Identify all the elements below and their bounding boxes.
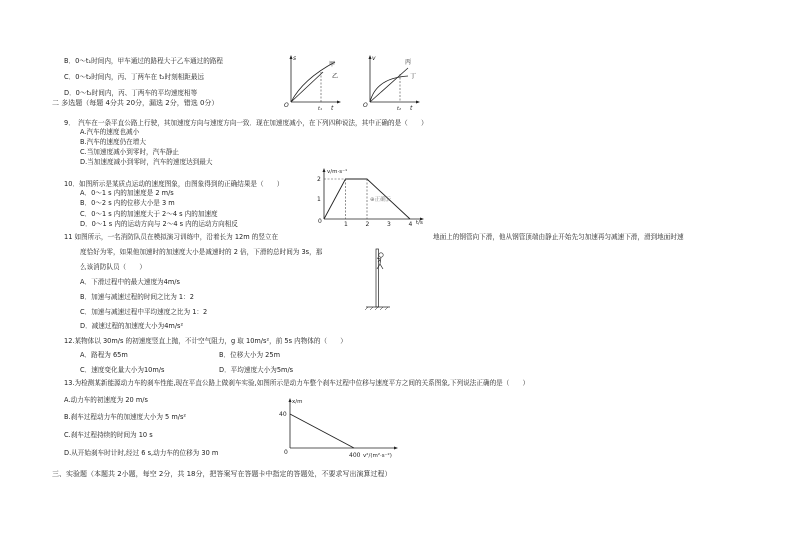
q10-xtick-label: 1 xyxy=(344,221,348,228)
q11-stem-part2: 度恰好为零，如果他加速时的加速度大小是减速时的 2 倍，下滑的总时间为 3s，那 xyxy=(80,248,323,256)
curve-ding xyxy=(370,76,408,102)
q11-stem-part1: 11 如图所示，一名消防队员在模拟演习训练中，沿着长为 12m 的竖立在 xyxy=(64,233,279,241)
q11-stem-part1b: 地面上的钢管向下滑，他从钢管顶端由静止开始先匀加速再匀减速下滑，滑到地面时速 xyxy=(433,233,684,241)
q10-stem: 10．如图所示是某质点运动的速度图象，由图象得到的正确结果是（ ） xyxy=(64,180,284,188)
curve-bing-label: 丙 xyxy=(405,59,412,66)
curve-yi-label: 乙 xyxy=(332,73,339,80)
q9-option-a: A.汽车的速度也减小 xyxy=(80,128,140,136)
q13-line xyxy=(290,414,354,448)
q12-option-d: D．平均速度大小为5m/s xyxy=(219,366,294,374)
q13-displacement-chart xyxy=(276,396,426,462)
option-d-text: D．0～t₂时间内，丙、丁两车的平均速度相等 xyxy=(64,89,198,97)
q11-option-a: A．下滑过程中的最大速度为4m/s xyxy=(80,278,180,286)
q9-option-b: B.汽车的速度仍在增大 xyxy=(80,138,146,146)
q13-option-b: B.刹车过程动力车的加速度大小为 5 m/s² xyxy=(64,413,187,421)
q10-ytick-label: 2 xyxy=(317,176,321,183)
q10-xtick-label: 2 xyxy=(365,221,370,228)
q13-xlabel: v²/(m²·s⁻²) xyxy=(363,453,392,459)
q10-ylabel: v/m·s⁻¹ xyxy=(327,169,348,175)
q12-option-c: C．速度变化量大小为10m/s xyxy=(80,366,165,374)
q9-option-d: D.当加速度减小到零时，汽车的速度达到最大 xyxy=(80,158,213,166)
curve-bing xyxy=(370,68,408,102)
q10-option-d: D．0～1 s 内的运动方向与 2～4 s 内的运动方向相反 xyxy=(80,220,238,228)
q10-origin: 0 xyxy=(318,218,322,225)
t2-label: t₂ xyxy=(397,106,401,112)
q10-option-a: A．0～1 s 内的加速度是 2 m/s xyxy=(80,189,174,197)
q10-xlabel: t/s xyxy=(416,220,423,226)
section-3-header: 三、实验题（本题共 2小题，每空 2分，共 18分，把答案写在答题卡中指定的答题处，不要求写出演算过程） xyxy=(52,470,392,478)
q10-xtick-label: 3 xyxy=(387,221,391,228)
s-axis-label: s xyxy=(293,55,297,62)
origin-label: O xyxy=(363,102,368,109)
option-c-text: C．0～t₂时间内，丙、丁两车在 t₂时刻相距最远 xyxy=(64,73,205,81)
curve-jia-label: 甲 xyxy=(329,61,336,68)
origin-label: O xyxy=(284,102,289,109)
t1-label: t₁ xyxy=(318,106,322,112)
q11-option-b: B．加速与减速过程的时间之比为 1：2 xyxy=(80,293,194,301)
q13-option-c: C.刹车过程持续的时间为 10 s xyxy=(64,431,153,439)
q10-option-b: B．0～2 s 内的位移大小是 3 m xyxy=(80,199,175,207)
q13-ylabel: x/m xyxy=(292,399,303,405)
q10-watermark: ⊕正确云 xyxy=(370,197,392,203)
curve-ding-label: 丁 xyxy=(410,73,417,80)
q11-option-d: D．减速过程的加速度大小为4m/s² xyxy=(80,322,184,330)
t-axis-label: t xyxy=(331,105,334,112)
q13-ytick-label: 40 xyxy=(279,411,287,418)
q11-option-c: C．加速与减速过程中平均速度之比为 1：2 xyxy=(80,308,208,316)
fig-s-t-graph xyxy=(283,54,343,114)
q10-velocity-chart xyxy=(312,166,432,228)
q13-stem: 13.为检测某新能源动力车的刹车性能,现在平直公路上做刹车实验,如图所示是动力车整个刹车过程中位移与速度平方之间的关系图象,下列说法正确的是（ ） xyxy=(64,379,530,387)
steel-pole xyxy=(376,249,379,307)
q10-xtick-label: 4 xyxy=(408,221,413,228)
firefighter-pole-figure xyxy=(364,247,394,313)
q10-velocity-line xyxy=(324,179,410,219)
q13-origin: 0 xyxy=(284,449,288,456)
q13-option-d: D.从开始刹车时计时,经过 6 s,动力车的位移为 30 m xyxy=(64,449,219,457)
q13-option-a: A.动力车的初速度为 20 m/s xyxy=(64,396,148,404)
v-axis-label: v xyxy=(372,55,376,62)
t-axis-label: t xyxy=(410,105,413,112)
q10-ytick-label: 1 xyxy=(317,196,321,203)
option-b-text: B．0～t₁时间内，甲车通过的路程大于乙车通过的路程 xyxy=(64,57,224,65)
curve-yi xyxy=(291,72,323,102)
q11-stem-part3: 么该消防队员（ ） xyxy=(80,263,146,271)
q9-option-c: C.当加速度减小到零时，汽车静止 xyxy=(80,148,180,156)
q10-option-c: C．0～1 s 内的加速度大于 2～4 s 内的加速度 xyxy=(80,210,218,218)
fig-v-t-graph xyxy=(362,54,422,114)
section-2-header: 二 多选题（每题 4分共 20分，漏选 2分，错选 0分） xyxy=(52,99,219,107)
q13-xtick-label: 400 xyxy=(349,452,361,459)
q9-stem: 9． 汽车在一条平直公路上行驶，其加速度方向与速度方向一致．现在加速度减小，在下列四种说法，其中正确的是（ ） xyxy=(64,119,428,127)
q12-option-a: A．路程为 65m xyxy=(80,351,128,359)
q12-stem: 12.某物体以 30m/s 的初速度竖直上抛，不计空气阻力，g 取 10m/s²，前 5s 内物体的（ ） xyxy=(64,337,347,345)
q12-option-b: B．位移大小为 25m xyxy=(219,351,280,359)
